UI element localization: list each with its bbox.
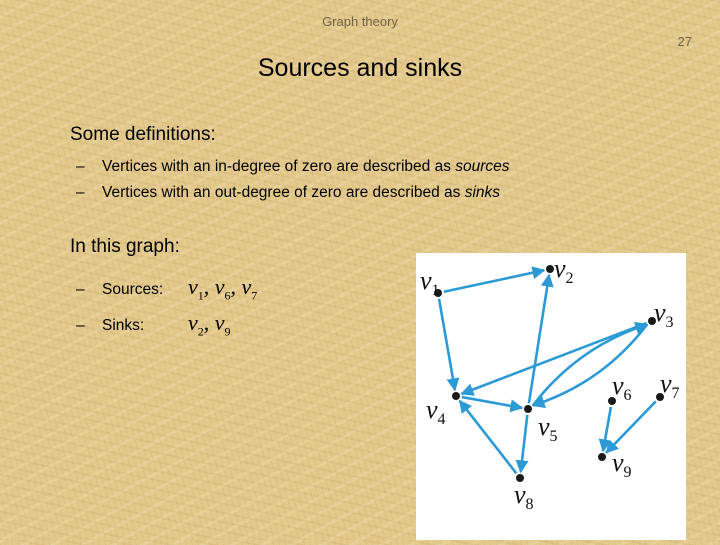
graph-canvas bbox=[416, 253, 686, 540]
definition-term: sources bbox=[455, 158, 510, 175]
graph-node-label-v2: $v_2$ bbox=[554, 254, 574, 287]
dash-bullet: – bbox=[76, 317, 85, 334]
graph-node-v5 bbox=[524, 405, 532, 413]
definition-term: sinks bbox=[464, 184, 501, 201]
slide-title: Sources and sinks bbox=[257, 54, 463, 82]
dash-bullet: – bbox=[76, 184, 85, 201]
sinks-vertices: $v_2$, $v_9$ bbox=[188, 310, 231, 339]
graph-node-v9 bbox=[598, 453, 606, 461]
graph-heading: In this graph: bbox=[70, 236, 180, 257]
graph-node-v2 bbox=[546, 265, 554, 273]
graph-edge-v5-to-v2 bbox=[529, 275, 549, 403]
definition-item bbox=[76, 184, 500, 202]
sources-label: Sources: bbox=[102, 281, 164, 298]
graph-node-label-v3: $v_3$ bbox=[654, 298, 674, 331]
graph-node-label-v6: $v_6$ bbox=[612, 371, 632, 404]
sources-row bbox=[76, 274, 257, 303]
graph-edge-v7-to-v9 bbox=[606, 401, 656, 452]
graph-edge-v6-to-v9 bbox=[603, 407, 611, 451]
dash-bullet: – bbox=[76, 158, 85, 175]
graph-node-label-v7: $v_7$ bbox=[660, 369, 680, 402]
graph-edge-v1-to-v4 bbox=[439, 299, 455, 390]
graph-node-label-v4: $v_4$ bbox=[426, 395, 446, 428]
graph-node-label-v8: $v_8$ bbox=[514, 480, 534, 513]
graph-node-v4 bbox=[452, 392, 460, 400]
graph-node-label-v9: $v_9$ bbox=[612, 448, 632, 481]
graph-node-label-v1: $v_1$ bbox=[420, 266, 440, 299]
page-number: 27 bbox=[677, 34, 692, 49]
sinks-label: Sinks: bbox=[102, 317, 145, 334]
sources-vertices: $v_1$, $v_6$, $v_7$ bbox=[188, 274, 258, 303]
graph-node-label-v5: $v_5$ bbox=[538, 412, 558, 445]
graph-edge-v5-to-v8 bbox=[521, 415, 528, 472]
graph-edge-v8-to-v4 bbox=[460, 401, 517, 474]
definition-text: Vertices with an out-degree of zero are described as bbox=[102, 184, 465, 201]
header-section-title: Graph theory bbox=[322, 14, 398, 29]
definition-item bbox=[76, 158, 510, 176]
graph-edge-v1-to-v2 bbox=[444, 270, 544, 291]
dash-bullet: – bbox=[76, 281, 85, 298]
directed-graph bbox=[416, 253, 686, 540]
definitions-heading: Some definitions: bbox=[70, 124, 216, 145]
graph-edge-v4-to-v5 bbox=[462, 397, 522, 408]
definition-text: Vertices with an in-degree of zero are described as bbox=[102, 158, 456, 175]
sinks-row bbox=[76, 310, 231, 339]
